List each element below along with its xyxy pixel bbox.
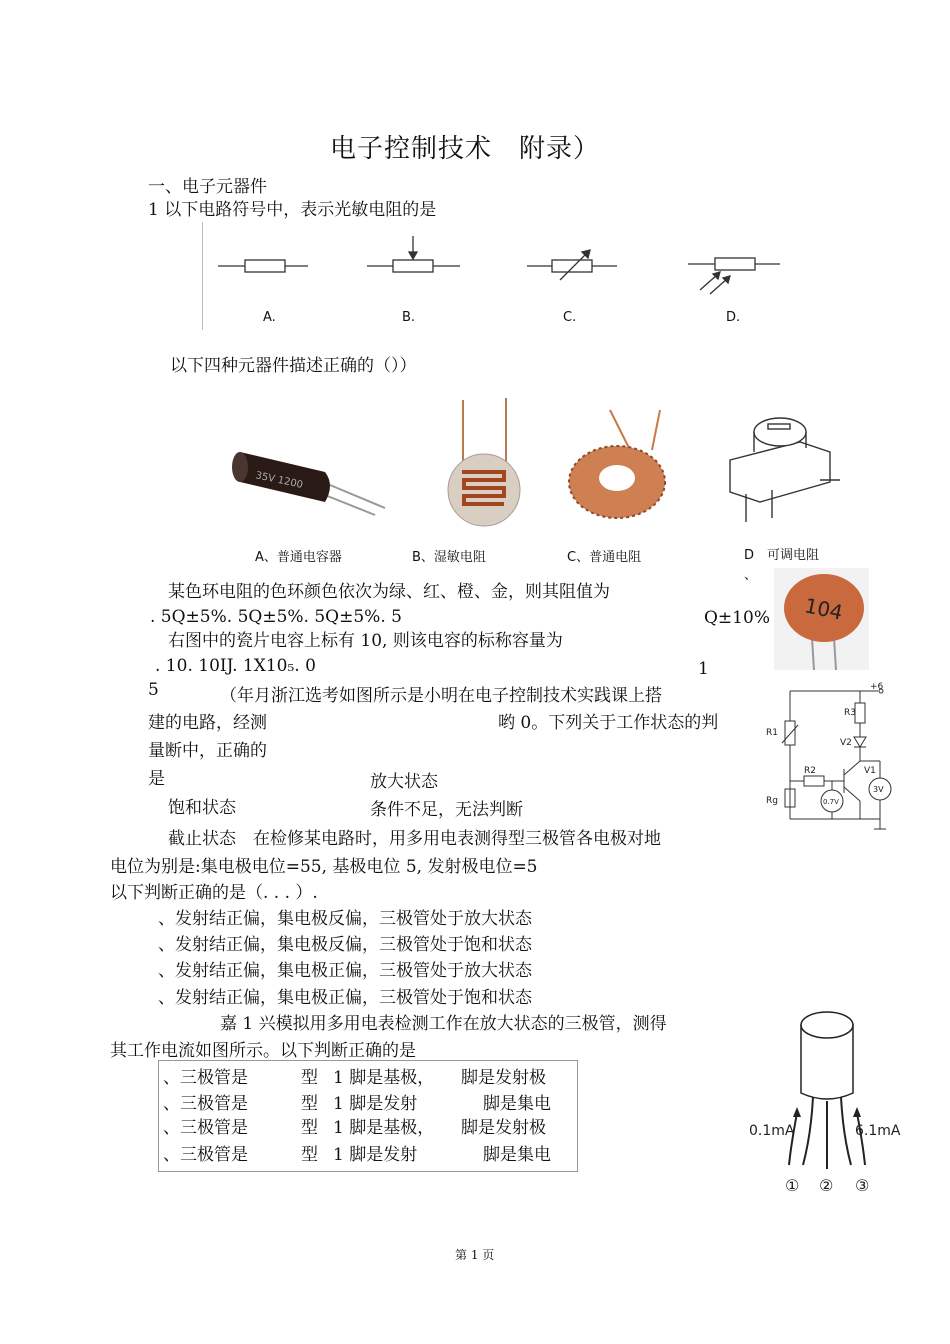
question-5-line4: 是 [148, 769, 165, 789]
q2-dash: 、 [744, 568, 758, 583]
page-number: 第 1 页 [455, 1248, 495, 1262]
ceramic-capacitor-photo [774, 568, 874, 672]
right-current-label: 6.1mA [855, 1123, 901, 1139]
symbol-b-potentiometer [367, 236, 460, 272]
q2-option-a: A、普通电容器 [255, 550, 342, 565]
question-5-line1: （年月浙江选考如图所示是小明在电子控制技术实践课上搭 [220, 686, 662, 706]
supply-label: +6 [870, 682, 884, 692]
q2-option-d: D 可调电阻 [744, 548, 820, 563]
q7-opt-a-4: 脚是发射极 [461, 1068, 546, 1088]
option-d-label: D. [726, 310, 741, 325]
circuit-symbols-figure [0, 222, 950, 342]
question-7-line2: 其工作电流如图所示。以下判断正确的是 [110, 1041, 416, 1061]
question-5-line2a: 建的电路，经测 [148, 713, 267, 733]
q7-opt-d-1: 、三极管是 [163, 1145, 248, 1165]
pin-1-label: ① [785, 1176, 800, 1195]
question-6-line2: 电位为别是:集电极电位=55, 基极电位 5, 发射极电位=5 [110, 857, 538, 877]
question-5-line2b: 哟 0。下列关于工作状态的判 [498, 713, 719, 733]
r3-label: R3 [844, 708, 856, 718]
question-6-line3: 以下判断正确的是（. . . ）. [110, 883, 318, 903]
question-2-stem: 以下四种元器件描述正确的（）） [170, 356, 417, 376]
page-title: 电子控制技术 附录） [330, 134, 601, 164]
q7-opt-a-1: 、三极管是 [163, 1068, 248, 1088]
question-4-options: . 10. 10IJ. 1X10₅. 0 [155, 656, 316, 676]
trimmer-potentiometer-photo [730, 418, 840, 522]
capacitor-marking: 104 [802, 593, 845, 625]
q7-opt-a-2: 型 [301, 1068, 318, 1088]
question-5-line3: 量断中，正确的 [148, 741, 267, 761]
meter-2-label: 3V [873, 785, 884, 794]
section-heading: 一、电子元器件 [148, 177, 267, 197]
question-5-option-a: 放大状态 [370, 772, 438, 792]
r2-label: R2 [804, 766, 816, 776]
photoresistor-photo [448, 398, 520, 526]
r1-label: R1 [766, 728, 778, 738]
q7-opt-c-2: 型 [301, 1118, 318, 1138]
v2-label: V2 [840, 738, 852, 748]
q2-option-b: B、湿敏电阻 [412, 550, 486, 565]
electrolytic-capacitor-photo [232, 452, 385, 515]
question-4-extra: 1 [698, 659, 709, 679]
question-6-option-a: 、发射结正偏，集电极反偏，三极管处于放大状态 [158, 909, 532, 929]
q7-opt-c-1: 、三极管是 [163, 1118, 248, 1138]
pin-3-label: ③ [855, 1176, 870, 1195]
question-3-extra: Q±10% [704, 608, 770, 628]
q7-opt-c-4: 脚是发射极 [461, 1118, 546, 1138]
question-6-option-d: 、发射结正偏，集电极正偏，三极管处于饱和状态 [158, 988, 532, 1008]
question-7-options-box [158, 1060, 578, 1172]
q7-opt-b-1: 、三极管是 [163, 1094, 248, 1114]
q7-opt-b-3: 1 脚是发射 [333, 1094, 418, 1114]
components-photos [0, 390, 950, 550]
svg-text:35V 1200: 35V 1200 [254, 470, 304, 491]
question-5-option-b: 饱和状态 [168, 798, 236, 818]
symbol-a-resistor [218, 260, 308, 272]
q7-opt-d-4: 脚是集电 [483, 1145, 551, 1165]
question-6-line1: 截止状态 在检修某电路时，用多用电表测得型三极管各电极对地 [168, 829, 661, 849]
question-5-number: 5 [148, 680, 159, 700]
q7-opt-a-3: 1 脚是基极， [333, 1068, 435, 1088]
question-7-line1: 嘉 1 兴模拟用多用电表检测工作在放大状态的三极管，测得 [220, 1014, 667, 1034]
transistor-circuit-diagram [760, 682, 900, 835]
question-6-option-c: 、发射结正偏，集电极正偏，三极管处于放大状态 [158, 961, 532, 981]
pin-2-label: ② [819, 1176, 834, 1195]
v1-label: V1 [864, 766, 876, 776]
symbol-d-photoresistor [688, 258, 780, 294]
q2-option-c: C、普通电阻 [567, 550, 642, 565]
question-4-stem: 右图中的瓷片电容上标有 10, 则该电容的标称容量为 [168, 631, 563, 651]
q7-opt-d-3: 1 脚是发射 [333, 1145, 418, 1165]
question-1-stem: 1 以下电路符号中，表示光敏电阻的是 [148, 200, 437, 220]
question-5-option-c: 条件不足，无法判断 [370, 800, 523, 820]
question-3-options: . 5Q±5%. 5Q±5%. 5Q±5%. 5 [150, 607, 402, 627]
transistor-current-figure [745, 1005, 915, 1205]
option-a-label: A. [263, 310, 276, 325]
q7-opt-d-2: 型 [301, 1145, 318, 1165]
q7-opt-b-4: 脚是集电 [483, 1094, 551, 1114]
question-6-option-b: 、发射结正偏，集电极反偏，三极管处于饱和状态 [158, 935, 532, 955]
q7-opt-b-2: 型 [301, 1094, 318, 1114]
rg-label: Rg [766, 796, 778, 806]
question-3-stem: 某色环电阻的色环颜色依次为绿、红、橙、金，则其阻值为 [168, 582, 610, 602]
option-b-label: B. [402, 310, 416, 325]
left-current-label: 0.1mA [749, 1123, 795, 1139]
q7-opt-c-3: 1 脚是基极， [333, 1118, 435, 1138]
meter-1-label: 0.7V [823, 798, 839, 806]
symbol-c-variable-resistor [527, 250, 617, 280]
option-c-label: C. [563, 310, 577, 325]
toroid-inductor-photo [569, 410, 665, 518]
